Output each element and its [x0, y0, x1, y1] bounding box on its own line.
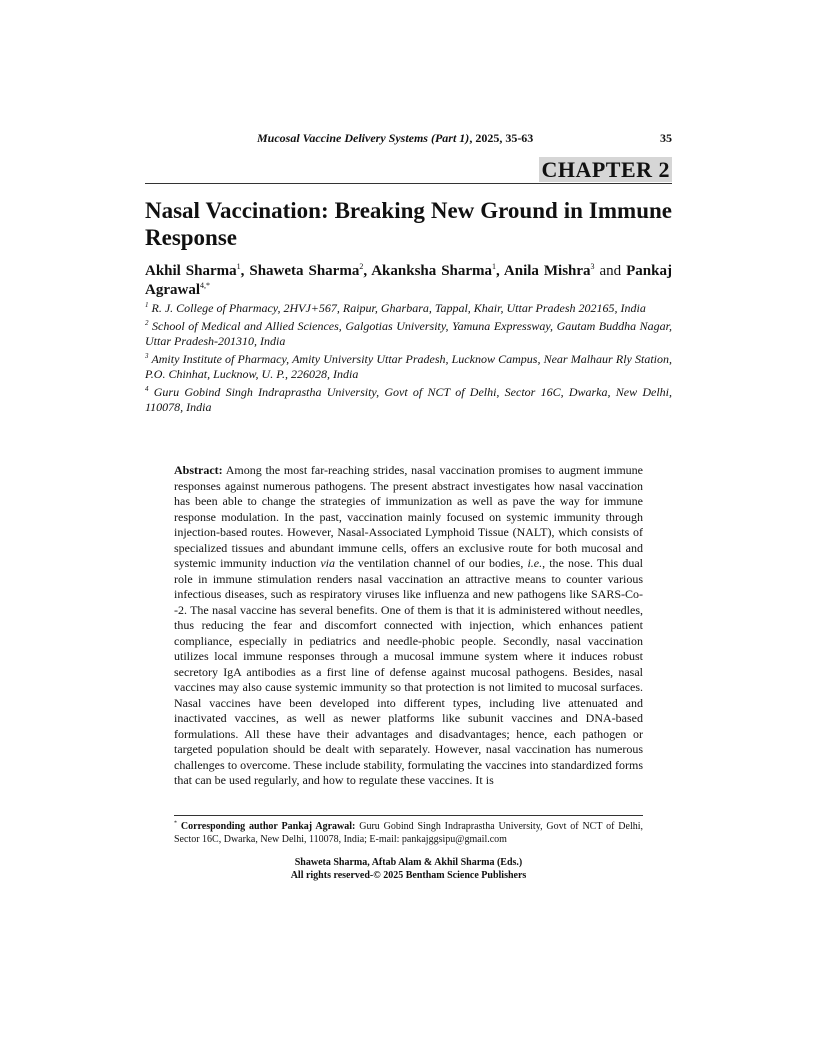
footnote-label: Corresponding author Pankaj Agrawal: — [180, 821, 356, 832]
abstract-text: the ventilation channel of our bodies, — [335, 556, 528, 570]
footnote-text: Guru Gobind Singh Indraprastha University, Govt of NCT of Delhi, Sector 16C, Dwarka, New Delhi, 110078, India; E-mail: pankajggsipu@gmail.com — [174, 821, 644, 845]
abstract-label: Abstract: — [174, 463, 223, 477]
author-separator: , — [240, 263, 250, 279]
footnote-divider — [174, 815, 643, 816]
affiliation-number: 2 — [145, 319, 149, 327]
author-affiliation-marker: 4,* — [200, 281, 210, 290]
footnote-marker: * — [174, 820, 177, 827]
affiliation-list — [145, 301, 672, 418]
publisher-footer — [174, 856, 643, 882]
chapter-divider — [145, 183, 672, 184]
affiliation-item — [145, 319, 672, 349]
affiliation-text: R. J. College of Pharmacy, 2HVJ+567, Raipur, Gharbara, Tappal, Khair, Uttar Pradesh 202165, India — [151, 301, 646, 315]
chapter-label — [145, 157, 672, 183]
author-name: Shaweta Sharma — [249, 263, 360, 279]
author-name: Akhil Sharma — [145, 263, 237, 279]
journal-year-pages: , 2025, 35-63 — [469, 131, 534, 145]
abstract-italic-via: via — [320, 556, 336, 570]
affiliation-text: School of Medical and Allied Sciences, Galgotias University, Yamuna Expressway, Gautam Buddha Nagar, Uttar Pradesh-201310, India — [145, 319, 673, 348]
corresponding-author-footnote — [174, 820, 643, 846]
author-affiliation-marker: 2 — [359, 262, 364, 271]
author-name: Pankaj Agrawal — [145, 263, 672, 298]
author-affiliation-marker: 1 — [236, 262, 241, 271]
journal-citation — [257, 131, 533, 146]
author-affiliation-marker: 3 — [590, 262, 595, 271]
affiliation-item — [145, 385, 672, 415]
author-separator: , — [496, 263, 504, 279]
author-separator: and — [594, 263, 627, 279]
affiliation-text: Amity Institute of Pharmacy, Amity University Uttar Pradesh, Lucknow Campus, Near Malhaur Rly Station, P.O. Chinhat, Lucknow, U. P., 226028, India — [145, 352, 672, 381]
abstract-text: , the nose. This dual role in immune stimulation renders nasal vaccination an attractive means to counter various infectious diseases, such as respiratory viruses like influenza and new pathogens like SARS-Co--2. The nasal vaccine has several benefits. One of them is that it is administered without needles, thus reducing the fear and discomfort connected with injection, which enhances patient compliance, especially in pediatrics and needle-phobic people. Secondly, nasal vaccination utilizes local immune responses through a mucosal immune system where it induces robust secretory IgA antibodies as a first line of defense against mucosal pathogens. Besides, nasal vaccines may also cause systemic immunity so that protection is not limited to mucosal surfaces. Nasal vaccines have been developed into different types, including live attenuated and inactivated vaccines, as well as newer platforms like subunit vaccines and DNA-based formulations. All these have their advantages and disadvantages; hence, each pathogen or targeted population should be dealt with separately. However, nasal vaccination has numerous challenges to overcome. These include stability, formulating the vaccines into standardized forms that can be used regularly, and how to regulate these vaccines. It is — [174, 556, 643, 787]
affiliation-text: Guru Gobind Singh Indraprastha University, Govt of NCT of Delhi, Sector 16C, Dwarka, New Delhi, 110078, India — [145, 385, 672, 414]
journal-name: Mucosal Vaccine Delivery Systems (Part 1) — [257, 131, 470, 145]
affiliation-number: 3 — [145, 352, 149, 360]
chapter-label-text: CHAPTER 2 — [541, 157, 670, 182]
author-affiliation-marker: 1 — [492, 262, 497, 271]
author-list — [145, 262, 672, 300]
affiliation-item — [145, 301, 672, 316]
affiliation-number: 1 — [145, 301, 149, 309]
affiliation-number: 4 — [145, 385, 149, 393]
chapter-title: Nasal Vaccination: Breaking New Ground in Immune Response — [145, 198, 672, 250]
footer-editors: Shaweta Sharma, Aftab Alam & Akhil Sharma (Eds.) — [294, 857, 523, 868]
abstract — [174, 463, 643, 789]
abstract-italic-ie: i.e. — [527, 556, 543, 570]
abstract-text: Among the most far-reaching strides, nasal vaccination promises to augment immune responses against numerous pathogens. The present abstract investigates how nasal vaccination has been able to change the strategies of immunization as well as pave the way for immune response modulation. In the past, vaccination mainly focused on systemic immunity through injection-based routes. However, Nasal-Associated Lymphoid Tissue (NALT), which consists of specialized tissues and abundant immune cells, offers an exclusive route for both mucosal and systemic immunity induction — [174, 463, 643, 570]
author-name: Akanksha Sharma — [371, 263, 493, 279]
page-number: 35 — [660, 131, 672, 145]
affiliation-item — [145, 352, 672, 382]
author-separator: , — [363, 263, 372, 279]
footer-rights: All rights reserved-© 2025 Bentham Science Publishers — [290, 870, 527, 881]
author-name: Anila Mishra — [503, 263, 591, 279]
